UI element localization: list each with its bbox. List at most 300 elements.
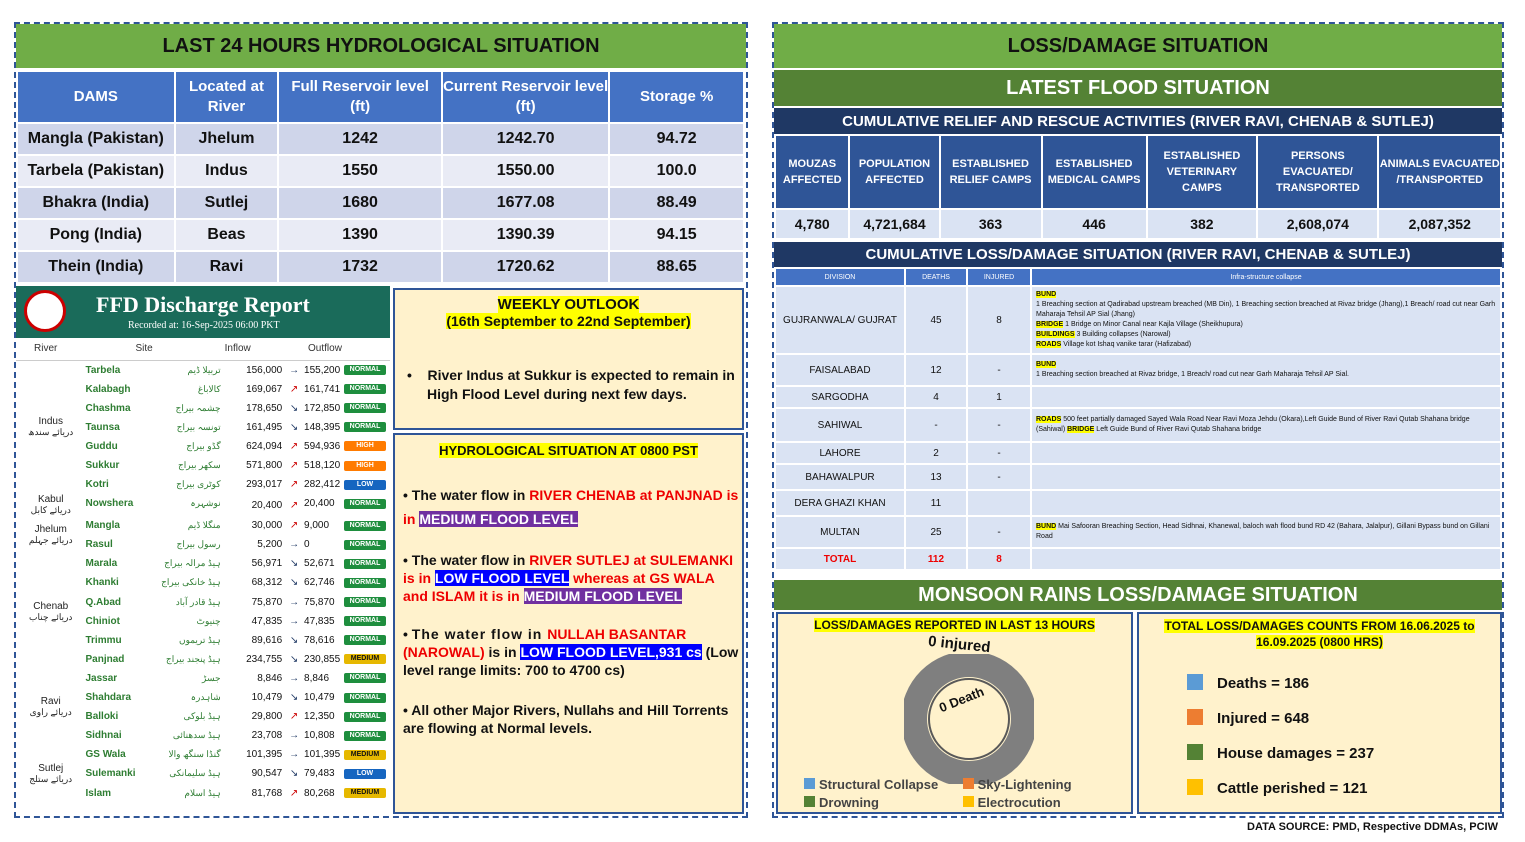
ffd-site-cell — [85, 437, 224, 456]
hydro-cell: Bhakra (India) — [17, 187, 175, 219]
data-source: DATA SOURCE: PMD, Respective DDMAs, PCIW — [1247, 821, 1498, 833]
ffd-outflow: 9,000 — [304, 520, 330, 532]
infra-text: 3 Building collapses (Narowal) — [1074, 331, 1171, 338]
hydro-header: Current Reservoir level (ft) — [442, 71, 610, 123]
total-text: Cattle perished = 121 — [1217, 780, 1368, 797]
ffd-site: Panjnad — [85, 653, 125, 665]
infra-line — [1036, 291, 1056, 298]
ffd-outflow-cell — [304, 688, 390, 707]
total-swatch — [1187, 744, 1203, 760]
loss-infra — [1031, 516, 1501, 548]
ffd-outflow: 594,936 — [304, 440, 341, 452]
ffd-inflow: 156,000 — [246, 364, 283, 376]
trend-arrow-icon: → — [289, 596, 300, 608]
loss-injured — [967, 490, 1031, 516]
ffd-site-cell — [85, 554, 224, 573]
infra-text: Village kot Ishaq vanike tarar (Hafizabad) — [1061, 341, 1192, 348]
ffd-row — [16, 360, 390, 380]
total-text: House damages = 237 — [1217, 745, 1375, 762]
total-text: Deaths = 186 — [1217, 675, 1310, 692]
infra-line — [1036, 331, 1171, 338]
ffd-recorded: Recorded at: 16-Sep-2025 06:00 PKT — [128, 320, 280, 331]
ffd-status-badge: MEDIUM — [344, 788, 386, 798]
hydro-header: Full Reservoir level (ft) — [278, 71, 442, 123]
ffd-inflow: 90,547 — [251, 768, 283, 780]
ffd-inflow: 29,800 — [251, 711, 283, 723]
infra-tag: BUND — [1036, 523, 1057, 530]
ffd-status-badge: NORMAL — [344, 365, 386, 375]
ffd-inflow: 89,616 — [251, 634, 283, 646]
ffd-outflow-cell — [304, 573, 390, 592]
loss-division: LAHORE — [775, 442, 905, 464]
ffd-river-urdu: دریائے کابل — [30, 505, 71, 516]
hydro-cell: 1677.08 — [442, 187, 610, 219]
ffd-site-urdu: ہیڈ خانکی بیراج — [161, 577, 221, 588]
relief-header: ESTABLISHED MEDICAL CAMPS — [1042, 135, 1147, 209]
ffd-header — [16, 286, 390, 338]
loss-total-cell: 112 — [905, 548, 967, 570]
ffd-row — [16, 669, 390, 688]
ffd-site-urdu: کوٹری بیراج — [176, 479, 221, 490]
hydro-row — [17, 219, 744, 251]
hydro-cell: 1550 — [278, 155, 442, 187]
ffd-site-urdu: چنیوٹ — [196, 615, 221, 626]
donut-outer-ring — [914, 664, 1024, 774]
hsit-bullet-4: • All other Major Rivers, Nullahs and Hill Torrents are flowing at Normal levels. — [403, 702, 729, 736]
ffd-status-badge: LOW — [344, 769, 386, 779]
infra-text: 500 feet partially damaged Sayed Wala Road Near Ravi Moza Jehdu (Okara),Left Guide Bund of River Ravi Qutab Shahana bridge (Sahiwal) — [1036, 416, 1470, 433]
ffd-site: Shahdara — [85, 692, 132, 704]
ffd-site-cell — [85, 456, 224, 475]
hydro-situation-box — [393, 433, 744, 814]
ffd-inflow: 56,971 — [251, 558, 283, 570]
ffd-inflow: 81,768 — [251, 787, 283, 799]
ffd-outflow: 161,741 — [304, 383, 341, 395]
ffd-site: Kalabagh — [85, 383, 131, 395]
ffd-outflow: 20,400 — [304, 498, 335, 510]
ffd-site-urdu: تربیلا ڈیم — [187, 364, 221, 375]
ffd-river-urdu: دریائے چناب — [29, 611, 73, 622]
ffd-outflow: 75,870 — [304, 596, 335, 608]
hsit-bullet-1: • The water flow in RIVER CHENAB at PANJNAD is in MEDIUM FLOOD LEVEL — [403, 487, 739, 527]
ffd-inflow: 75,870 — [251, 596, 283, 608]
ffd-river-name: Chenab — [33, 600, 69, 612]
ffd-status-badge: NORMAL — [344, 673, 386, 683]
loss-title: LOSS/DAMAGE SITUATION — [774, 24, 1502, 68]
hydro-cell: 88.49 — [609, 187, 744, 219]
infra-line — [1036, 523, 1489, 540]
ffd-site-urdu: گنڈا سنگھ والا — [168, 749, 221, 760]
relief-table — [774, 134, 1502, 240]
hydro-cell: 1550.00 — [442, 155, 610, 187]
ffd-site-cell — [85, 475, 224, 494]
infra-tag: BUND — [1036, 291, 1057, 298]
infra-tag: BUILDINGS — [1036, 331, 1075, 338]
trend-arrow-icon: → — [289, 615, 300, 627]
ffd-site-urdu: جسڑ — [202, 672, 221, 683]
ffd-site-urdu: کالاباغ — [197, 383, 221, 394]
hsit-bullet-3: • The water flow in NULLAH BASANTAR (NAROWAL) is in LOW FLOOD LEVEL,931 cs (Low level range limits: 700 to 4700 cs) — [403, 626, 739, 678]
pmd-logo-icon — [24, 290, 66, 332]
ffd-header-inflow: Inflow — [225, 338, 285, 360]
ffd-river-name: Kabul — [37, 494, 64, 506]
loss-row — [775, 490, 1501, 516]
infra-line — [1036, 361, 1056, 368]
hydro-cell: 100.0 — [609, 155, 744, 187]
ffd-status-badge: NORMAL — [344, 597, 386, 607]
ffd-river-urdu: دریائے سندھ — [28, 427, 74, 438]
ffd-outflow-cell — [304, 418, 390, 437]
hydro-cell: Mangla (Pakistan) — [17, 123, 175, 155]
infra-tag: BRIDGE — [1036, 321, 1064, 328]
ffd-status-badge: NORMAL — [344, 499, 386, 509]
ffd-river-group — [16, 745, 85, 802]
ffd-status-badge: NORMAL — [344, 693, 386, 703]
trend-arrow-icon: ↘ — [289, 402, 299, 414]
ffd-inflow: 178,650 — [246, 402, 283, 414]
loss-injured: - — [967, 516, 1031, 548]
loss-deaths: - — [905, 408, 967, 442]
ffd-outflow-cell — [304, 707, 390, 726]
ffd-outflow-cell — [304, 494, 390, 513]
trend-arrow-icon: ↗ — [289, 711, 299, 723]
latest-flood-title: LATEST FLOOD SITUATION — [774, 70, 1502, 106]
infra-line — [1036, 321, 1243, 328]
ffd-river-group — [16, 360, 85, 494]
relief-value: 382 — [1147, 209, 1258, 239]
trend-arrow-icon: → — [289, 539, 300, 551]
ffd-site-cell — [85, 631, 224, 650]
ffd-status-badge: MEDIUM — [344, 750, 386, 760]
ffd-site: Trimmu — [85, 634, 122, 646]
total-item — [1187, 701, 1374, 736]
ffd-site: Sidhnai — [85, 730, 122, 742]
ffd-outflow: 10,479 — [304, 692, 335, 704]
hydro-cell: 1680 — [278, 187, 442, 219]
ffd-inflow: 8,846 — [257, 672, 283, 684]
loss-deaths: 45 — [905, 286, 967, 354]
infra-line — [1036, 371, 1349, 378]
ffd-site: Sukkur — [85, 460, 120, 472]
trend-arrow-icon: ↘ — [289, 653, 299, 665]
ffd-outflow-cell — [304, 535, 390, 554]
trend-arrow-icon: ↗ — [289, 479, 299, 491]
ffd-outflow: 52,671 — [304, 558, 335, 570]
ffd-row — [16, 745, 390, 764]
infra-text: Left Guide Bund of River Ravi Qutab Shahana bridge — [1094, 426, 1262, 433]
ffd-inflow: 101,395 — [246, 749, 283, 761]
loss-deaths: 13 — [905, 464, 967, 490]
hydro-cell: 1242 — [278, 123, 442, 155]
trend-arrow-icon: ↗ — [289, 787, 299, 799]
loss-total-row — [775, 548, 1501, 570]
legend-swatch — [963, 778, 974, 789]
trend-arrow-icon: ↘ — [289, 768, 299, 780]
ffd-site-cell — [85, 361, 224, 380]
trend-arrow-icon: → — [289, 730, 300, 742]
hsit-title: HYDROLOGICAL SITUATION AT 0800 PST — [439, 443, 698, 458]
loss-division: FAISALABAD — [775, 354, 905, 386]
legend-swatch — [804, 796, 815, 807]
hydro-cell: Tarbela (Pakistan) — [17, 155, 175, 187]
loss-injured: - — [967, 464, 1031, 490]
ffd-site-urdu: تونسہ بیراج — [176, 421, 221, 432]
relief-value: 2,608,074 — [1257, 209, 1378, 239]
infra-text: 1 Breaching section at Qadirabad upstream breached (MB Din), 1 Breaching section breached at Rivaz bridge (Jhang),1 Breach/ road cut near Garh Maharaja Tehsil AP Sial (Jhang) — [1036, 301, 1496, 318]
ffd-site-cell — [85, 535, 224, 554]
hydro-row — [17, 251, 744, 283]
ffd-outflow: 62,746 — [304, 577, 335, 589]
ffd-outflow-cell — [304, 516, 390, 535]
ffd-inflow: 23,708 — [251, 730, 283, 742]
loss-division: SARGODHA — [775, 386, 905, 408]
ffd-status-badge: NORMAL — [344, 384, 386, 394]
ffd-header-site: Site — [85, 338, 224, 360]
relief-header: ESTABLISHED VETERINARY CAMPS — [1147, 135, 1258, 209]
loss-injured: 1 — [967, 386, 1031, 408]
infra-tag: BRIDGE — [1067, 426, 1095, 433]
trend-arrow-icon: ↘ — [289, 577, 299, 589]
ffd-site-cell — [85, 399, 224, 418]
loss-division: SAHIWAL — [775, 408, 905, 442]
hydro-cell: Beas — [175, 219, 279, 251]
death-zero-label: 0 Death — [936, 683, 987, 716]
ffd-status-badge: NORMAL — [344, 540, 386, 550]
total-loss-box — [1137, 612, 1502, 814]
ffd-site-urdu: رسول بیراج — [176, 539, 221, 550]
hydro-cell: 88.65 — [609, 251, 744, 283]
infra-line — [1067, 426, 1261, 433]
ffd-outflow-cell — [304, 593, 390, 612]
relief-value: 4,780 — [775, 209, 849, 239]
loss-row — [775, 516, 1501, 548]
weekly-date: (16th September to 22nd September) — [446, 313, 691, 329]
trend-arrow-icon: → — [289, 749, 300, 761]
trend-arrow-icon: ↘ — [289, 558, 299, 570]
ffd-site-cell — [85, 707, 224, 726]
ffd-inflow: 234,755 — [246, 653, 283, 665]
ffd-river-urdu: دریائے جہلم — [28, 535, 73, 546]
ffd-river-group — [16, 516, 85, 554]
ffd-site-urdu: ہیڈ بلوکی — [183, 711, 221, 722]
hydro-header: Located at River — [175, 71, 279, 123]
ffd-river-name: Sutlej — [38, 762, 64, 774]
loss-row — [775, 442, 1501, 464]
hydro-cell: 1720.62 — [442, 251, 610, 283]
ffd-river-group — [16, 494, 85, 516]
ffd-site-urdu: نوشہرہ — [190, 498, 221, 509]
hydro-cell: Sutlej — [175, 187, 279, 219]
ffd-site-urdu: ہیڈ سلیمانکی — [169, 768, 221, 779]
ffd-outflow: 101,395 — [304, 749, 341, 761]
ffd-inflow: 571,800 — [246, 460, 283, 472]
infra-tag: ROADS — [1036, 416, 1062, 423]
loss-infra — [1031, 408, 1501, 442]
ffd-outflow: 148,395 — [304, 421, 341, 433]
hydro-cell: 94.72 — [609, 123, 744, 155]
ffd-site-urdu: منگلا ڈیم — [187, 520, 221, 531]
infra-text: 1 Bridge on Minor Canal near Kajla Village (Sheikhupura) — [1063, 321, 1243, 328]
ffd-outflow-cell — [304, 361, 390, 380]
ffd-outflow: 79,483 — [304, 768, 335, 780]
total-item — [1187, 771, 1374, 806]
relief-value: 363 — [940, 209, 1042, 239]
relief-value: 4,721,684 — [849, 209, 939, 239]
total-item — [1187, 736, 1374, 771]
ffd-status-badge: HIGH — [344, 441, 386, 451]
ffd-river-name: Jhelum — [34, 524, 67, 536]
ffd-status-badge: NORMAL — [344, 578, 386, 588]
ffd-row — [16, 494, 390, 516]
ffd-site: Taunsa — [85, 421, 120, 433]
ffd-outflow: 78,616 — [304, 634, 335, 646]
ffd-report — [16, 286, 390, 814]
ffd-river-name: Ravi — [40, 696, 61, 708]
ffd-site-urdu: ہیڈ قادر آباد — [175, 596, 221, 607]
ffd-outflow: 230,855 — [304, 653, 341, 665]
ffd-site: Nowshera — [85, 498, 134, 510]
loss-row — [775, 386, 1501, 408]
infra-text: 1 Breaching section breached at Rivaz bridge, 1 Breach/ road cut near Garh Maharaja Tehsil AP Sial. — [1036, 371, 1349, 378]
ffd-outflow-cell — [304, 669, 390, 688]
ffd-site-urdu: ہیڈ سدھنائی — [172, 730, 221, 741]
ffd-site-cell — [85, 669, 224, 688]
ffd-inflow: 20,400 — [251, 499, 283, 511]
ffd-site: Rasul — [85, 539, 113, 551]
ffd-inflow: 10,479 — [251, 692, 283, 704]
relief-header: POPULATION AFFECTED — [849, 135, 939, 209]
ffd-site-urdu: ہیڈ پنجند بیراج — [165, 653, 221, 664]
ffd-river-group — [16, 554, 85, 669]
ffd-river-urdu: دریائے ستلج — [29, 773, 73, 784]
ffd-table — [16, 338, 390, 803]
hydro-cell: Pong (India) — [17, 219, 175, 251]
ffd-outflow: 10,808 — [304, 730, 335, 742]
hydro-cell: 1242.70 — [442, 123, 610, 155]
loss-row — [775, 286, 1501, 354]
ffd-outflow-cell — [304, 745, 390, 764]
ffd-site-urdu: گڈو بیراج — [186, 440, 221, 451]
total-item — [1187, 666, 1374, 701]
ffd-title: FFD Discharge Report — [96, 292, 310, 317]
ffd-outflow: 8,846 — [304, 672, 330, 684]
ffd-outflow: 282,412 — [304, 479, 341, 491]
ffd-inflow: 293,017 — [246, 479, 283, 491]
ffd-site: Marala — [85, 558, 118, 570]
hydro-title: LAST 24 HOURS HYDROLOGICAL SITUATION — [16, 24, 746, 68]
ffd-site-cell — [85, 516, 224, 535]
hydro-cell: 1732 — [278, 251, 442, 283]
ffd-inflow: 161,495 — [246, 421, 283, 433]
trend-arrow-icon: ↘ — [289, 421, 299, 433]
total-swatch — [1187, 674, 1203, 690]
relief-header: PERSONS EVACUATED/ TRANSPORTED — [1257, 135, 1378, 209]
loss-header-injured: INJURED — [967, 268, 1031, 286]
ffd-outflow: 12,350 — [304, 711, 335, 723]
loss-deaths: 25 — [905, 516, 967, 548]
ffd-river-group — [16, 669, 85, 745]
ffd-site-cell — [85, 494, 224, 513]
ffd-outflow-cell — [304, 631, 390, 650]
ffd-outflow: 172,850 — [304, 402, 341, 414]
loss-deaths: 4 — [905, 386, 967, 408]
ffd-site: GS Wala — [85, 749, 126, 761]
cum-loss-title: CUMULATIVE LOSS/DAMAGE SITUATION (RIVER RAVI, CHENAB & SUTLEJ) — [774, 242, 1502, 267]
ffd-site-cell — [85, 764, 224, 783]
hydro-cell: Indus — [175, 155, 279, 187]
legend: Structural Collapse Sky-Lightening Drowning Electrocution — [804, 776, 1124, 812]
infra-tag: ROADS — [1036, 341, 1062, 348]
ffd-row — [16, 554, 390, 573]
total-swatch — [1187, 779, 1203, 795]
loss-division: GUJRANWALA/ GUJRAT — [775, 286, 905, 354]
ffd-header-outflow: Outflow — [304, 338, 390, 360]
ffd-site: Guddu — [85, 440, 118, 452]
ffd-status-badge: NORMAL — [344, 616, 386, 626]
ffd-inflow: 169,067 — [246, 383, 283, 395]
loss-infra — [1031, 354, 1501, 386]
trend-arrow-icon: ↘ — [289, 634, 299, 646]
injured-zero-label: 0 injured — [927, 632, 992, 657]
ffd-site-cell — [85, 573, 224, 592]
ffd-site-urdu: سکھر بیراج — [177, 460, 221, 471]
infra-tag: BUND — [1036, 361, 1057, 368]
ffd-site: Chiniot — [85, 615, 120, 627]
loss-row — [775, 464, 1501, 490]
hydro-header: Storage % — [609, 71, 744, 123]
ffd-site: Khanki — [85, 577, 119, 589]
hydro-header: DAMS — [17, 71, 175, 123]
hydro-row — [17, 187, 744, 219]
loss-row — [775, 408, 1501, 442]
hsit-bullet-2: • The water flow in RIVER SUTLEJ at SULEMANKI is in LOW FLOOD LEVEL whereas at GS WALA and ISLAM it is in MEDIUM FLOOD LEVEL — [403, 552, 734, 604]
ffd-inflow: 5,200 — [257, 539, 283, 551]
relief-header: MOUZAS AFFECTED — [775, 135, 849, 209]
ffd-inflow: 30,000 — [251, 520, 283, 532]
ffd-status-badge: NORMAL — [344, 731, 386, 741]
ffd-outflow-cell — [304, 475, 390, 494]
ffd-inflow: 68,312 — [251, 577, 283, 589]
ffd-status-badge: HIGH — [344, 461, 386, 471]
relief-header: ANIMALS EVACUATED /TRANSPORTED — [1378, 135, 1501, 209]
ffd-status-badge: NORMAL — [344, 635, 386, 645]
infra-text: Mai Safooran Breaching Section, Head Sidhnai, Khanewal, baloch wah flood bund RD 42 (Bahara, Jalalpur), Gillani Bypass bund on Gillani Road — [1036, 523, 1490, 540]
monsoon-title: MONSOON RAINS LOSS/DAMAGE SITUATION — [774, 580, 1502, 610]
ffd-site-cell — [85, 650, 224, 669]
loss-division: BAHAWALPUR — [775, 464, 905, 490]
loss-infra — [1031, 442, 1501, 464]
ffd-site-cell — [85, 593, 224, 612]
hydro-cell: Jhelum — [175, 123, 279, 155]
ffd-site: Kotri — [85, 479, 109, 491]
ffd-outflow: 0 — [304, 539, 310, 551]
ffd-site-urdu: ہیڈ تریموں — [178, 634, 221, 645]
ffd-site-cell — [85, 783, 224, 802]
hydro-table — [16, 70, 745, 284]
loss-row — [775, 354, 1501, 386]
hydro-cell: 94.15 — [609, 219, 744, 251]
relief-title: CUMULATIVE RELIEF AND RESCUE ACTIVITIES (RIVER RAVI, CHENAB & SUTLEJ) — [774, 108, 1502, 134]
relief-value: 2,087,352 — [1378, 209, 1501, 239]
ffd-status-badge: NORMAL — [344, 559, 386, 569]
loss-header-deaths: DEATHS — [905, 268, 967, 286]
ffd-outflow-cell — [304, 399, 390, 418]
ffd-site-cell — [85, 418, 224, 437]
ffd-site-cell — [85, 726, 224, 745]
loss-total-cell: 8 — [967, 548, 1031, 570]
ffd-outflow-cell — [304, 783, 390, 802]
loss-division: DERA GHAZI KHAN — [775, 490, 905, 516]
